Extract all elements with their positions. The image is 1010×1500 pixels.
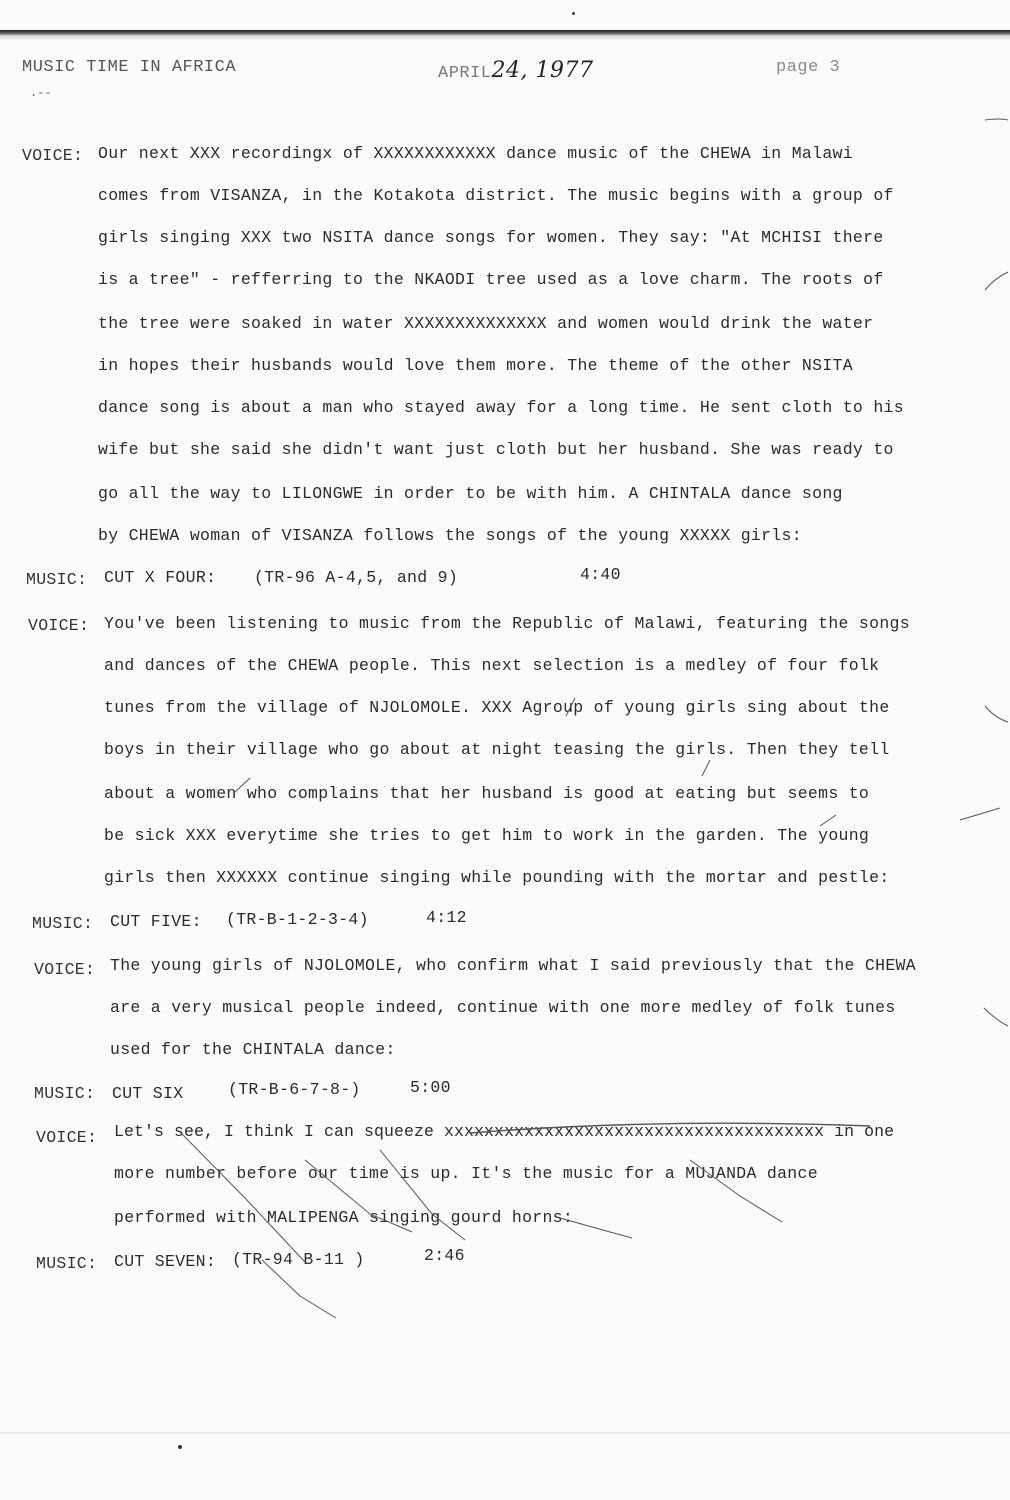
cut-name: CUT SIX xyxy=(112,1084,184,1103)
script-line: The young girls of NJOLOMOLE, who confirm what I said previously that the CHEWA xyxy=(110,956,916,975)
voice-label: VOICE: xyxy=(28,616,90,635)
voice-label: VOICE: xyxy=(22,146,84,165)
script-line: go all the way to LILONGWE in order to be with him. A CHINTALA dance song xyxy=(98,484,843,503)
script-line: Our next XXX recordingx of XXXXXXXXXXXX dance music of the CHEWA in Malawi xyxy=(98,144,853,163)
script-line: be sick XXX everytime she tries to get him to work in the garden. The young xyxy=(104,826,870,845)
cut-reference: (TR-96 A-4,5, and 9) xyxy=(254,568,459,587)
cut-duration: 4:40 xyxy=(580,565,621,584)
script-line: boys in their village who go about at night teasing the girls. Then they tell xyxy=(104,740,890,759)
script-line: wife but she said she didn't want just cloth but her husband. She was ready to xyxy=(98,440,894,459)
script-line: performed with MALIPENGA singing gourd horns: xyxy=(114,1208,574,1227)
cut-duration: 5:00 xyxy=(410,1078,451,1097)
script-line: girls then XXXXXX continue singing while pounding with the mortar and pestle: xyxy=(104,868,890,887)
date xyxy=(438,58,593,83)
script-line: dance song is about a man who stayed away for a long time. He sent cloth to his xyxy=(98,398,904,417)
music-label: MUSIC: xyxy=(36,1254,98,1273)
script-line: girls singing XXX two NSITA dance songs for women. They say: "At MCHISI there xyxy=(98,228,884,247)
cut-name: CUT FIVE: xyxy=(110,912,202,931)
script-line: used for the CHINTALA dance: xyxy=(110,1040,396,1059)
script-line: Let's see, I think I can squeeze xxxxxxxxxxxxxxxxxxxxxxxxxxxxxxxxxxxxxx in one xyxy=(114,1122,895,1141)
voice-label: VOICE: xyxy=(36,1128,98,1147)
script-line: is a tree" - refferring to the NKAODI tree used as a love charm. The roots of xyxy=(98,270,884,289)
program-title: MUSIC TIME IN AFRICA xyxy=(22,58,237,77)
cut-duration: 4:12 xyxy=(426,908,467,927)
music-label: MUSIC: xyxy=(26,570,88,589)
voice-label: VOICE: xyxy=(34,960,96,979)
cut-duration: 2:46 xyxy=(424,1246,465,1265)
date-handwritten: 24, 1977 xyxy=(491,58,594,83)
music-label: MUSIC: xyxy=(32,914,94,933)
cut-name: CUT SEVEN: xyxy=(114,1252,217,1271)
pen-mark: .-- xyxy=(30,86,52,100)
ink-speck xyxy=(178,1445,182,1449)
script-line: tunes from the village of NJOLOMOLE. XXX Agroup of young girls sing about the xyxy=(104,698,890,717)
script-line: and dances of the CHEWA people. This next selection is a medley of four folk xyxy=(104,656,880,675)
date-typed: APRIL xyxy=(438,64,492,83)
cut-reference: (TR-94 B-11 ) xyxy=(232,1250,365,1269)
cut-reference: (TR-B-1-2-3-4) xyxy=(226,910,369,929)
page-number: page 3 xyxy=(776,58,841,77)
ink-speck xyxy=(572,12,575,15)
cut-name: CUT X FOUR: xyxy=(104,568,217,587)
script-line: in hopes their husbands would love them more. The theme of the other NSITA xyxy=(98,356,853,375)
script-line: the tree were soaked in water XXXXXXXXXXXXXX and women would drink the water xyxy=(98,314,874,333)
script-line: comes from VISANZA, in the Kotakota district. The music begins with a group of xyxy=(98,186,894,205)
script-line: You've been listening to music from the Republic of Malawi, featuring the songs xyxy=(104,614,910,633)
script-line: more number before our time is up. It's the music for a MUJANDA dance xyxy=(114,1164,818,1183)
music-label: MUSIC: xyxy=(34,1084,96,1103)
paper-fold xyxy=(0,1432,1010,1434)
cut-reference: (TR-B-6-7-8-) xyxy=(228,1080,361,1099)
script-line: by CHEWA woman of VISANZA follows the songs of the young XXXXX girls: xyxy=(98,526,802,545)
script-line: are a very musical people indeed, continue with one more medley of folk tunes xyxy=(110,998,896,1017)
top-rule-shadow xyxy=(0,35,1010,41)
script-line: about a women who complains that her husband is good at eating but seems to xyxy=(104,784,870,803)
